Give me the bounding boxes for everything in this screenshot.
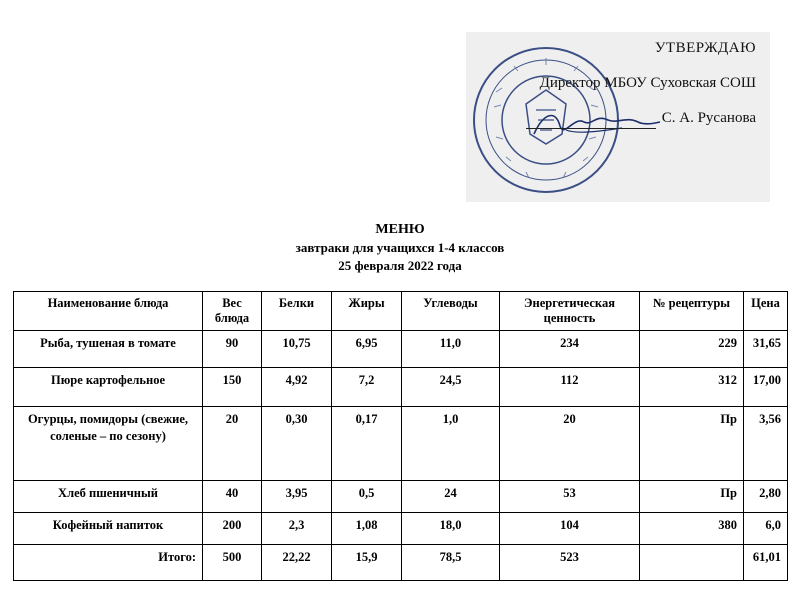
recipe-number-cell: Пр	[640, 481, 744, 513]
column-header-price: Цена	[744, 292, 788, 331]
column-header-fats: Жиры	[332, 292, 402, 331]
proteins-cell: 10,75	[262, 331, 332, 368]
approval-block	[466, 32, 770, 202]
menu-title: МЕНЮ	[375, 222, 425, 237]
energy-cell: 234	[500, 331, 640, 368]
dish-name-cell: Огурцы, помидоры (свежие, соленые – по сезону)	[14, 407, 203, 481]
price-cell: 6,0	[744, 513, 788, 545]
carbs-cell: 1,0	[402, 407, 500, 481]
menu-subtitle: завтраки для учащихся 1-4 классов	[295, 240, 505, 255]
energy-cell: 104	[500, 513, 640, 545]
signature	[526, 104, 666, 144]
carbs-cell: 18,0	[402, 513, 500, 545]
fats-cell: 7,2	[332, 368, 402, 407]
price-cell: 17,00	[744, 368, 788, 407]
table-row-total	[14, 545, 788, 581]
proteins-cell: 2,3	[262, 513, 332, 545]
column-header-weight: Вес блюда	[203, 292, 262, 331]
table-header-row	[14, 292, 788, 331]
fats-cell: 1,08	[332, 513, 402, 545]
table-row	[14, 513, 788, 545]
proteins-cell: 4,92	[262, 368, 332, 407]
total-weight-cell: 500	[203, 545, 262, 581]
fats-cell: 6,95	[332, 331, 402, 368]
column-header-recipe-number: № рецептуры	[640, 292, 744, 331]
total-label-cell: Итого:	[14, 545, 203, 581]
price-cell: 3,56	[744, 407, 788, 481]
carbs-cell: 11,0	[402, 331, 500, 368]
total-recipe-number-cell	[640, 545, 744, 581]
column-header-dish-name: Наименование блюда	[14, 292, 203, 331]
menu-table	[13, 291, 788, 581]
dish-name-cell: Кофейный напиток	[14, 513, 203, 545]
total-energy-cell: 523	[500, 545, 640, 581]
table-row	[14, 331, 788, 368]
total-carbs-cell: 78,5	[402, 545, 500, 581]
fats-cell: 0,5	[332, 481, 402, 513]
approval-position: Директор МБОУ Суховская СОШ	[539, 75, 756, 91]
recipe-number-cell: 312	[640, 368, 744, 407]
carbs-cell: 24,5	[402, 368, 500, 407]
total-price-cell: 61,01	[744, 545, 788, 581]
recipe-number-cell: Пр	[640, 407, 744, 481]
weight-cell: 20	[203, 407, 262, 481]
column-header-energy: Энергетическая ценность	[500, 292, 640, 331]
column-header-proteins: Белки	[262, 292, 332, 331]
table-row	[14, 368, 788, 407]
proteins-cell: 0,30	[262, 407, 332, 481]
approval-title: УТВЕРЖДАЮ	[654, 40, 756, 56]
total-proteins-cell: 22,22	[262, 545, 332, 581]
weight-cell: 200	[203, 513, 262, 545]
table-row	[14, 481, 788, 513]
dish-name-cell: Хлеб пшеничный	[14, 481, 203, 513]
price-cell: 2,80	[744, 481, 788, 513]
table-row	[14, 407, 788, 481]
energy-cell: 112	[500, 368, 640, 407]
document-heading	[0, 221, 800, 275]
recipe-number-cell: 229	[640, 331, 744, 368]
weight-cell: 90	[203, 331, 262, 368]
dish-name-cell: Рыба, тушеная в томате	[14, 331, 203, 368]
menu-date: 25 февраля 2022 года	[338, 258, 462, 273]
approval-name: С. А. Русанова	[661, 110, 756, 126]
fats-cell: 0,17	[332, 407, 402, 481]
weight-cell: 150	[203, 368, 262, 407]
carbs-cell: 24	[402, 481, 500, 513]
recipe-number-cell: 380	[640, 513, 744, 545]
signature-line	[526, 128, 656, 129]
energy-cell: 20	[500, 407, 640, 481]
price-cell: 31,65	[744, 331, 788, 368]
total-fats-cell: 15,9	[332, 545, 402, 581]
dish-name-cell: Пюре картофельное	[14, 368, 203, 407]
proteins-cell: 3,95	[262, 481, 332, 513]
energy-cell: 53	[500, 481, 640, 513]
column-header-carbs: Углеводы	[402, 292, 500, 331]
weight-cell: 40	[203, 481, 262, 513]
